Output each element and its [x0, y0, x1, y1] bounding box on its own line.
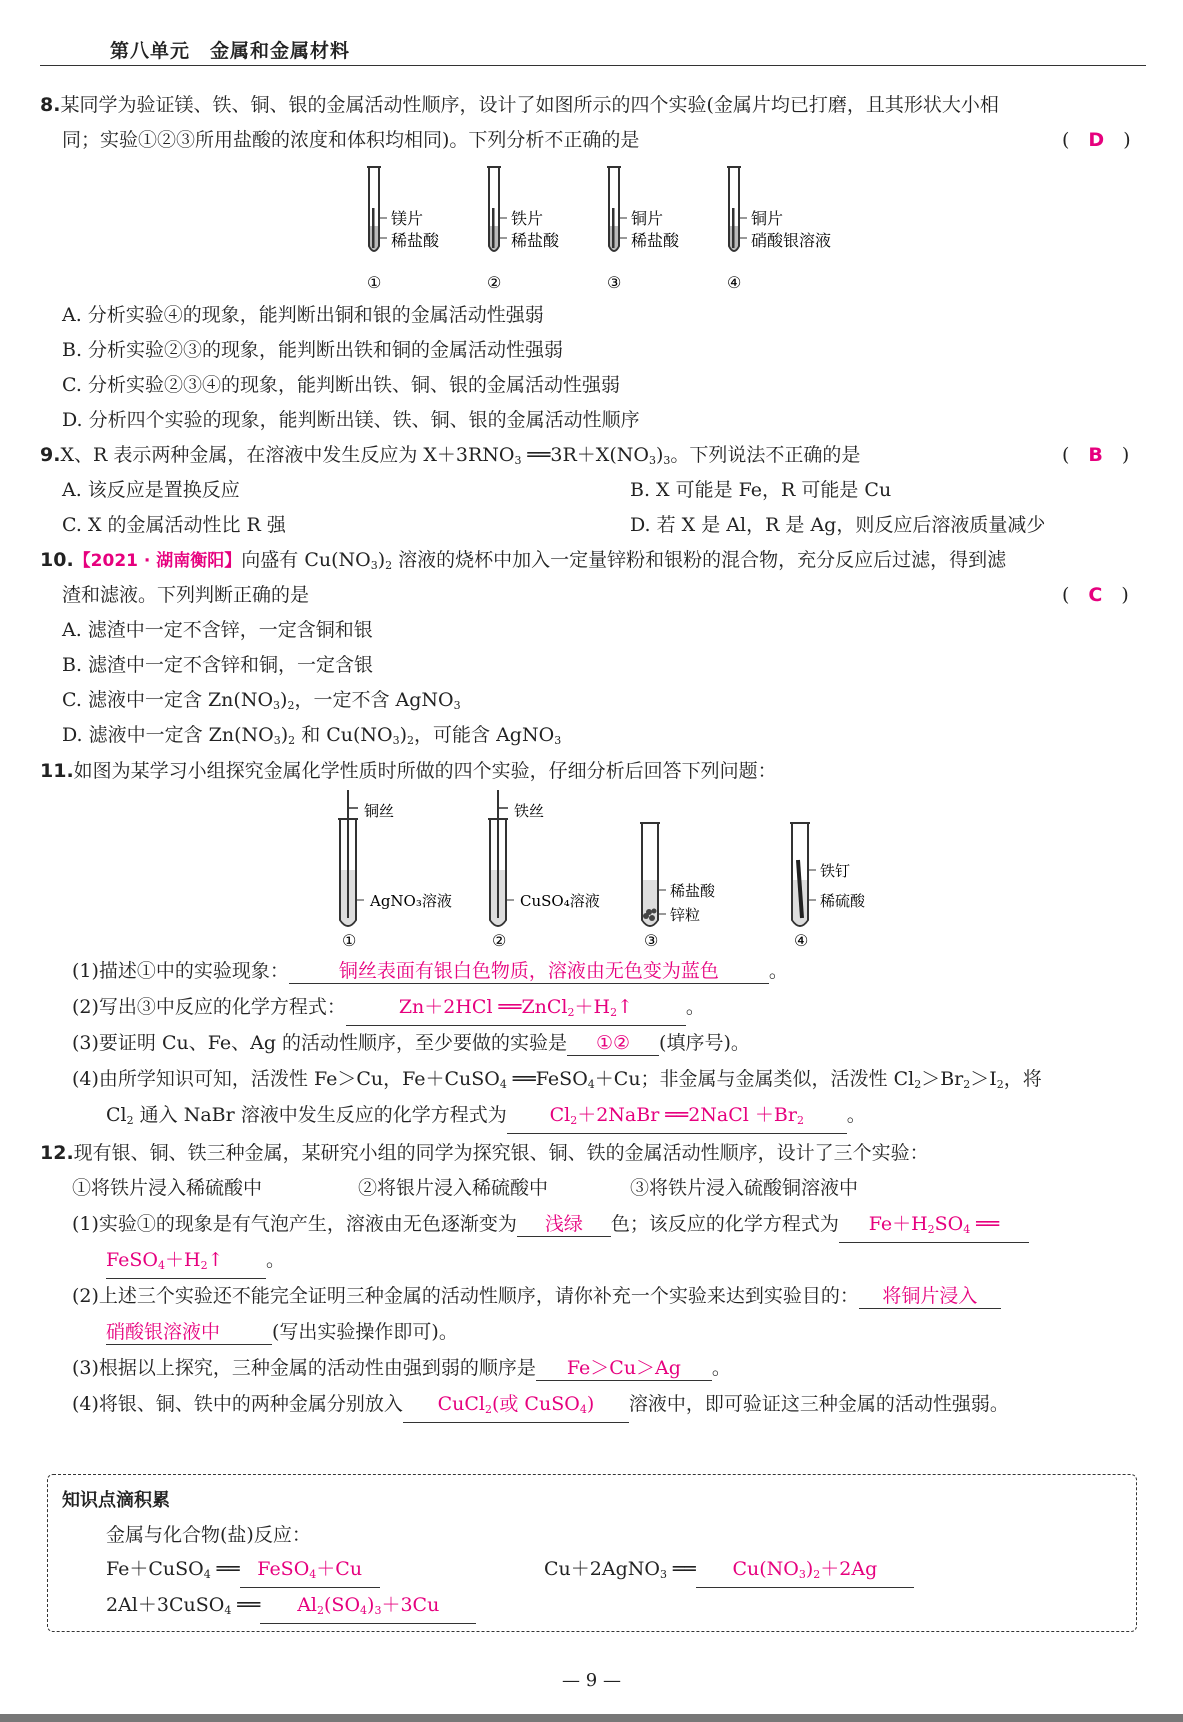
q9-option-b: B. X 可能是 Fe，R 可能是 Cu — [630, 479, 892, 501]
q12-part1-line1: (1)实验①的现象是有气泡产生，溶液由无色逐渐变为 浅绿 色；该反应的化学方程式为 $Fe+H_2SO_4$ ══ — [72, 1211, 1029, 1237]
knowledge-intro: 金属与化合物(盐)反应： — [106, 1524, 311, 1546]
q8-option-d: D. 分析四个实验的现象，能判断出镁、铁、铜、银的金属活动性顺序 — [62, 409, 640, 431]
q11-tube-4-num: ④ — [794, 931, 809, 950]
q11-tube-4 — [790, 822, 866, 950]
q9-option-a: A. 该反应是置换反应 — [62, 479, 240, 501]
q11-tube-2-top: 铁丝 — [514, 802, 545, 820]
q11-stem: 11.如图为某学习小组探究金属化学性质时所做的四个实验，仔细分析后回答下列问题： — [40, 760, 777, 782]
q11-part4-line2: $Cl_2$ 通入 NaBr 溶液中发生反应的化学方程式为 $Cl_2+2NaBr$ ══2NaCl $+Br_2$ 。 — [106, 1102, 866, 1128]
knowledge-eq3: 2Al＋3CuSO$_4$ ══ $Al_2(SO_4)_3+3Cu$ — [106, 1592, 476, 1618]
q11-tube-3-top: 稀盐酸 — [670, 882, 716, 900]
source-tag: 【2021 · 湖南衡阳】 — [73, 551, 242, 571]
q11-tube-2-side: CuSO₄溶液 — [520, 892, 600, 910]
q10-answer: C — [1088, 584, 1103, 606]
q12-exp3: ③将铁片浸入硫酸铜溶液中 — [630, 1177, 859, 1199]
q8-option-c: C. 分析实验②③④的现象，能判断出铁、铜、银的金属活动性强弱 — [62, 374, 620, 396]
q12-part4-answer: CuCl$_2$(或 CuSO$_4$) — [403, 1392, 629, 1423]
q11-tube-1 — [338, 790, 452, 950]
q11-tube-1-num: ① — [342, 931, 357, 950]
q11-part3: (3)要证明 Cu、Fe、Ag 的活动性顺序，至少要做的实验是 ①② (填序号)。 — [72, 1032, 750, 1054]
q8-tube-2-solution: 稀盐酸 — [511, 231, 560, 250]
q11-figure — [330, 790, 890, 955]
q9-answer-slot: ( B ) — [1062, 444, 1130, 466]
q11-part1: (1)描述①中的实验现象： 铜丝表面有银白色物质，溶液由无色变为蓝色 。 — [72, 960, 788, 982]
q11-tube-1-side: AgNO₃溶液 — [370, 892, 452, 910]
q11-tube-2-num: ② — [492, 931, 507, 950]
q8-tube-4-num: ④ — [727, 273, 742, 292]
q8-tube-4-solution: 硝酸银溶液 — [751, 231, 832, 250]
q8-tube-4-metal: 铜片 — [751, 209, 784, 228]
q11-part2-answer: Zn＋2HCl $══ZnCl_2+H_2↑$ — [346, 995, 686, 1026]
q8-tube-2 — [487, 166, 560, 292]
q11-tube-2 — [488, 790, 600, 950]
question-number: 8. — [40, 94, 61, 116]
q8-tube-2-metal: 铁片 — [511, 209, 544, 228]
knowledge-eq3-answer: $Al_2(SO_4)_3+3Cu$ — [260, 1593, 476, 1624]
q12-part2-line1: (2)上述三个实验还不能完全证明三种金属的活动性顺序，请你补充一个实验来达到实验目的： 将铜片浸入 — [72, 1283, 1001, 1309]
q8-tube-1 — [367, 166, 440, 292]
page-number: — 9 — — [562, 1670, 621, 1691]
q11-tube-3 — [640, 822, 716, 950]
q8-answer-slot: ( D ) — [1062, 129, 1131, 151]
knowledge-eq1: Fe＋CuSO$_4$ ══ FeSO$_4$＋Cu — [106, 1556, 380, 1582]
q10-option-b: B. 滤渣中一定不含锌和铜，一定含银 — [62, 654, 374, 676]
q8-line1: 8.某同学为验证镁、铁、铜、银的金属活动性顺序，设计了如图所示的四个实验(金属片均已打磨，且其形状大小相 — [40, 94, 999, 116]
q12-stem: 12.现有银、铜、铁三种金属，某研究小组的同学为探究银、铜、铁的金属活动性顺序，设计了三个实验： — [40, 1142, 929, 1164]
q11-part1-answer: 铜丝表面有银白色物质，溶液由无色变为蓝色 — [289, 959, 769, 984]
q8-tube-2-num: ② — [487, 273, 502, 292]
q8-line2: 同；实验①②③所用盐酸的浓度和体积均相同)。下列分析不正确的是 — [62, 129, 640, 151]
q11-tube-4-top: 铁钉 — [820, 862, 851, 880]
q8-tube-3 — [607, 166, 680, 292]
q8-tube-1-solution: 稀盐酸 — [391, 231, 440, 250]
q8-figure — [355, 158, 845, 303]
q8-tube-1-num: ① — [367, 273, 382, 292]
q10-option-d: D. 滤液中一定含 $Zn(NO_3)_2$ 和 $Cu(NO_3)_2$，可能含 AgNO$_3$ — [62, 724, 562, 747]
q10-option-a: A. 滤渣中一定不含锌，一定含铜和银 — [62, 619, 373, 641]
q10-line1: 10.【2021 · 湖南衡阳】向盛有 $Cu(NO_3)_2$ 溶液的烧杯中加入一定量锌粉和银粉的混合物，充分反应后过滤，得到滤 — [40, 549, 1007, 572]
q11-tube-4-side: 稀硫酸 — [820, 892, 866, 910]
q12-part2-answer1: 将铜片浸入 — [859, 1284, 1001, 1309]
knowledge-eq2-answer: $Cu(NO_3)_2+2Ag$ — [696, 1557, 914, 1588]
knowledge-title: 知识点滴积累 — [62, 1490, 170, 1511]
q8-tube-3-metal: 铜片 — [631, 209, 664, 228]
q8-tube-1-metal: 镁片 — [391, 209, 424, 228]
q12-part1-line2: $FeSO_4+H_2↑$ 。 — [106, 1247, 285, 1273]
q12-part3: (3)根据以上探究，三种金属的活动性由强到弱的顺序是 Fe＞Cu＞Ag 。 — [72, 1357, 731, 1379]
knowledge-eq1-answer: FeSO$_4$＋Cu — [240, 1557, 380, 1588]
q12-part2-line2: 硝酸银溶液中 (写出实验操作即可)。 — [106, 1321, 458, 1343]
bottom-bar — [0, 1714, 1183, 1722]
q8-tube-4 — [727, 166, 831, 292]
q12-part4: (4)将银、铜、铁中的两种金属分别放入 CuCl$_2$(或 CuSO$_4$) 溶液中，即可验证这三种金属的活动性强弱。 — [72, 1391, 1009, 1417]
q8-tube-3-num: ③ — [607, 273, 622, 292]
q8-option-b: B. 分析实验②③的现象，能判断出铁和铜的金属活动性强弱 — [62, 339, 564, 361]
q11-part4-answer: $Cl_2+2NaBr$ ══2NaCl $+Br_2$ — [507, 1103, 847, 1134]
q11-tube-3-side: 锌粒 — [670, 906, 701, 924]
q10-line2: 渣和滤液。下列判断正确的是 — [62, 584, 310, 606]
q8-option-a: A. 分析实验④的现象，能判断出铜和银的金属活动性强弱 — [62, 304, 544, 326]
knowledge-eq2: Cu＋2AgNO$_3$ ══ $Cu(NO_3)_2+2Ag$ — [544, 1556, 914, 1582]
q8-tube-3-solution: 稀盐酸 — [631, 231, 680, 250]
q11-part3-answer: ①② — [567, 1031, 659, 1056]
q9-answer: B — [1088, 444, 1103, 466]
q12-part1-answer2a: $Fe+H_2SO_4$ ══ — [839, 1212, 1029, 1243]
q12-part1-answer2b: $FeSO_4+H_2↑$ — [106, 1248, 266, 1279]
q8-answer: D — [1088, 129, 1105, 151]
q12-part1-answer1: 浅绿 — [517, 1212, 611, 1237]
q12-exp2: ②将银片浸入稀硫酸中 — [358, 1177, 549, 1199]
q11-part4-line1: (4)由所学知识可知，活泼性 Fe＞Cu，Fe＋CuSO$_4$ ══FeSO$_4$＋Cu；非金属与金属类似，活泼性 $Cl_2>Br_2>I_2$，将 — [72, 1068, 1042, 1091]
q11-tube-1-top: 铜丝 — [364, 802, 395, 820]
q12-part3-answer: Fe＞Cu＞Ag — [536, 1356, 712, 1381]
q10-option-c: C. 滤液中一定含 $Zn(NO_3)_2$，一定不含 AgNO$_3$ — [62, 689, 461, 712]
q11-tube-3-num: ③ — [644, 931, 659, 950]
page-header — [40, 26, 1146, 66]
q10-answer-slot: ( C ) — [1062, 584, 1129, 606]
q12-part2-answer2: 硝酸银溶液中 — [106, 1320, 272, 1345]
unit-title: 第八单元 金属和金属材料 — [110, 40, 351, 62]
q9-stem: 9.X、R 表示两种金属，在溶液中发生反应为 $X+3RNO_3$ $══3R+X(NO_3)_3$。下列说法不正确的是 — [40, 444, 861, 467]
q9-option-d: D. 若 X 是 Al，R 是 Ag，则反应后溶液质量减少 — [630, 514, 1046, 536]
q9-option-c: C. X 的金属活动性比 R 强 — [62, 514, 286, 536]
q12-exp1: ①将铁片浸入稀硫酸中 — [72, 1177, 263, 1199]
q11-part2: (2)写出③中反应的化学方程式： Zn＋2HCl $══ZnCl_2+H_2↑$ 。 — [72, 994, 705, 1020]
